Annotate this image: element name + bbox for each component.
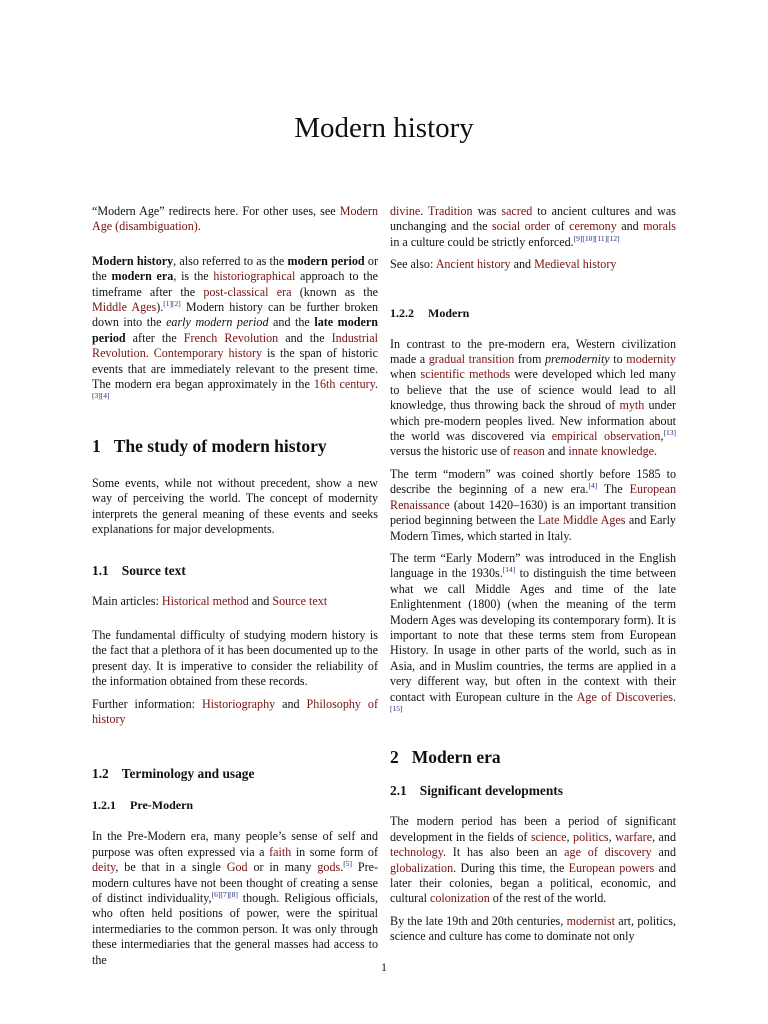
section-number: 1.1: [92, 562, 109, 578]
link-european-powers[interactable]: European powers: [568, 860, 655, 875]
text: and: [616, 219, 644, 234]
section-number: 1.2.2: [390, 305, 414, 320]
section-number: 1.2: [92, 766, 109, 782]
section-number: 1: [92, 435, 101, 456]
text: .: [420, 204, 429, 218]
text: . It has also been an: [442, 845, 565, 860]
further-info-note: [92, 697, 378, 728]
text: or in many: [247, 860, 318, 875]
text: approach to the timeframe after the: [92, 269, 378, 299]
section-heading-pre-modern: [92, 797, 378, 813]
link-industrial-revolution[interactable]: Industrial Revolution: [92, 330, 378, 361]
link-innate-knowledge[interactable]: innate knowledge: [568, 444, 654, 459]
right-column: [390, 204, 676, 952]
text: Main articles:: [92, 593, 162, 608]
text: and: [651, 845, 676, 860]
section-number: 1.2.1: [92, 798, 116, 813]
text: when: [390, 367, 421, 382]
text: , and: [652, 829, 677, 844]
text: from: [514, 352, 545, 367]
link-social-order[interactable]: social order: [491, 219, 551, 234]
text: . During this time, the: [453, 860, 569, 875]
link-god[interactable]: God: [226, 860, 248, 875]
link-source-text[interactable]: Source text: [272, 593, 328, 608]
section-title: Modern: [428, 305, 470, 320]
text: (known as the: [291, 284, 378, 299]
lead-paragraph: [92, 254, 378, 408]
text: of: [550, 219, 570, 234]
link-tradition[interactable]: Tradition: [428, 204, 473, 218]
italic-term: premodernity: [544, 352, 610, 367]
link-colonization[interactable]: colonization: [429, 891, 490, 906]
paragraph-developments-1: [390, 814, 676, 906]
text: , is the: [173, 269, 214, 284]
text: In contrast to the pre-modern era, Western civilization made a: [390, 336, 676, 367]
citation-ref[interactable]: [9][10][11][12]: [573, 233, 620, 243]
text: ).: [156, 300, 164, 315]
citation-ref[interactable]: [6][7][8]: [211, 889, 238, 899]
section-title: Terminology and usage: [121, 766, 255, 782]
text: was: [472, 204, 502, 218]
link-myth[interactable]: myth: [619, 398, 645, 413]
section-title: The study of modern history: [113, 435, 327, 456]
text: and: [510, 257, 535, 272]
text: The term “Early Modern” was introduced in the English language in the 1930s.: [390, 550, 676, 581]
link-gods[interactable]: gods: [317, 860, 341, 875]
citation-ref[interactable]: [5]: [343, 859, 352, 869]
text: versus the historic use of: [390, 444, 514, 459]
section-heading-significant-developments: [390, 782, 676, 800]
link-contemporary-history[interactable]: Contemporary history: [153, 346, 263, 361]
link-scientific-methods[interactable]: scientific methods: [420, 367, 511, 382]
citation-ref[interactable]: [3][4]: [92, 391, 110, 401]
text: to: [609, 352, 627, 367]
section-title: Source text: [121, 562, 186, 578]
paragraph: Some events, while not without precedent, show a new way of perceiving the world. The concept of modernity interprets the general meaning of these events and seeks explanations for major developments.: [92, 475, 378, 537]
text: art, politics, science and culture has come to dominate not only: [390, 913, 676, 944]
link-french-revolution[interactable]: French Revolution: [183, 330, 279, 345]
link-philosophy-of-history[interactable]: Philosophy of history: [92, 696, 378, 726]
text: in a culture could be strictly enforced.: [390, 234, 574, 249]
text: and Early Modern Times, which started in Italy.: [390, 513, 676, 543]
text: ,: [608, 829, 616, 844]
link-historiographical[interactable]: historiographical: [213, 269, 296, 284]
link-empirical-observation[interactable]: empirical observation: [551, 429, 661, 444]
link-late-middle-ages[interactable]: Late Middle Ages: [538, 513, 626, 528]
text: to distinguish the time between what we call Middle Ages and time of the late Enlightenment (1800) (when the meaning of the term Modern Ages was developing its contemporary form). It is important to note that these terms stem from European History. In usage in other parts of the world, such as in Asia, and in Muslim countries, the terms are applied in a very different way, but often in the context with their contact with European culture in the: [390, 566, 676, 704]
main-articles-note: [92, 594, 378, 609]
link-medieval-history[interactable]: Medieval history: [534, 257, 617, 272]
text: and later their colonies, began a political, economic, and cultural: [390, 860, 676, 906]
text: See also:: [390, 257, 436, 272]
text: in some form of: [291, 844, 378, 859]
link-middle-ages[interactable]: Middle Ages: [92, 300, 157, 315]
text: By the late 19th and 20th centuries,: [390, 913, 567, 928]
lead-bold-term: Modern history: [92, 253, 174, 268]
text: were developed which led many to believe that the use of science would lead to all knowledge, thus throwing back the shroud of: [390, 367, 676, 413]
text: .: [654, 444, 658, 459]
hatnote-text: .: [197, 219, 201, 234]
text: and: [544, 444, 569, 459]
text: under which pre-modern peoples lived. New information about the world was discovered via: [390, 398, 676, 444]
hatnote: [92, 204, 378, 235]
text: .: [672, 689, 676, 704]
text: of the rest of the world.: [489, 891, 607, 906]
text: Pre-modern cultures have not been thought of creating a sense of distinct individuality,: [92, 860, 378, 905]
link-reason[interactable]: reason: [513, 444, 545, 459]
section-number: 2: [390, 747, 399, 768]
text: , be that in a single: [115, 860, 227, 875]
link-warfare[interactable]: warfare: [615, 829, 653, 844]
link-divine[interactable]: divine: [390, 204, 421, 218]
link-age-of-discovery[interactable]: age of discovery: [564, 845, 652, 860]
text: The modern period has been a period of significant development in the fields of: [390, 814, 676, 844]
text: .: [374, 377, 378, 392]
text: In the Pre-Modern era, many people’s sense of self and purpose was often expressed via a: [92, 829, 378, 859]
text: ,: [566, 829, 574, 844]
paragraph-pre-modern: [92, 829, 378, 968]
section-number: 2.1: [390, 783, 407, 799]
link-globalization[interactable]: globalization: [390, 860, 454, 875]
section-heading-modern: [390, 305, 676, 321]
text: and: [248, 593, 273, 608]
text: and the: [278, 330, 332, 345]
link-age-of-discoveries[interactable]: Age of Discoveries: [576, 689, 673, 704]
paragraph-modern-1: [390, 337, 676, 460]
citation-ref[interactable]: [13]: [663, 428, 676, 438]
paragraph-developments-2: [390, 914, 676, 945]
link-sacred[interactable]: sacred: [501, 204, 533, 218]
hatnote-text: “Modern Age” redirects here. For other uses, see: [92, 204, 340, 218]
left-column: [92, 204, 378, 975]
lead-bold-term: late modern period: [92, 315, 378, 345]
citation-ref[interactable]: [14]: [502, 565, 516, 575]
link-science[interactable]: science: [530, 829, 567, 844]
link-post-classical-era[interactable]: post-classical era: [203, 284, 292, 299]
section-heading-source-text: [92, 562, 378, 580]
link-deity[interactable]: deity: [92, 860, 116, 875]
link-ceremony[interactable]: ceremony: [569, 219, 617, 234]
text: The term “modern” was coined shortly before 1585 to describe the beginning of a new era.: [390, 466, 676, 497]
text: and: [275, 696, 307, 711]
citation-ref[interactable]: [1][2]: [163, 299, 181, 308]
link-historical-method[interactable]: Historical method: [161, 593, 249, 608]
link-historiography[interactable]: Historiography: [201, 696, 276, 711]
text: though. Religious officials, who often held positions of power, were the spiritual intermediaries to the common person. It was only through these intermediaries that the general masses had access to the: [92, 890, 378, 967]
text: Modern history can be further broken down into the: [92, 300, 378, 330]
link-faith[interactable]: faith: [269, 844, 292, 859]
paragraph-pre-modern-continued: [390, 204, 676, 250]
text: ,: [660, 429, 664, 444]
section-heading-study: [92, 435, 378, 457]
text: , also referred to as the: [173, 253, 288, 268]
link-technology[interactable]: technology: [390, 845, 443, 860]
citation-ref[interactable]: [4]: [588, 481, 598, 491]
paragraph-modern-3: [390, 551, 676, 720]
lead-bold-term: modern era: [111, 269, 174, 284]
text: is the span of historic events that are immediately relevant to the present time. The modern era began approximately in the: [92, 346, 378, 392]
lead-bold-term: modern period: [287, 253, 365, 268]
link-european-renaissance[interactable]: European Renaissance: [390, 482, 676, 512]
text: and the: [268, 315, 315, 330]
link-16th-century[interactable]: 16th century: [313, 377, 375, 392]
link-gradual-transition[interactable]: gradual transition: [428, 352, 515, 367]
text: The: [597, 482, 630, 497]
section-heading-modern-era: [390, 746, 676, 768]
text: to ancient cultures and was unchanging and the: [390, 204, 676, 234]
link-modernity[interactable]: modernity: [626, 352, 676, 367]
text: Further information:: [92, 696, 202, 711]
link-politics[interactable]: politics: [573, 829, 609, 844]
link-modern-age-disambiguation[interactable]: Modern Age (disambiguation): [92, 204, 378, 234]
page-number: 1: [381, 960, 387, 974]
text: .: [340, 860, 344, 875]
link-modernist[interactable]: modernist: [566, 913, 615, 928]
page-title: Modern history: [294, 112, 474, 144]
paragraph: The fundamental difficulty of studying modern history is the fact that a plethora of it has been documented up to the present day. It is imperative to consider the reliability of the information obtained from these records.: [92, 627, 378, 689]
text: (about 1420–1630) is an important transition period beginning between the: [390, 497, 676, 528]
section-heading-terminology: [92, 765, 378, 783]
lead-italic-term: early modern period: [166, 315, 269, 330]
citation-ref[interactable]: [15]: [390, 703, 403, 713]
paragraph-modern-2: [390, 467, 676, 544]
text: .: [145, 346, 154, 361]
text: after the: [125, 330, 184, 345]
section-title: Significant developments: [419, 783, 563, 799]
link-morals[interactable]: morals: [643, 219, 677, 234]
see-also-note: [390, 257, 676, 272]
text: or the: [92, 253, 378, 284]
link-ancient-history[interactable]: Ancient history: [435, 257, 511, 272]
section-title: Modern era: [411, 747, 501, 768]
section-title: Pre-Modern: [130, 798, 194, 813]
